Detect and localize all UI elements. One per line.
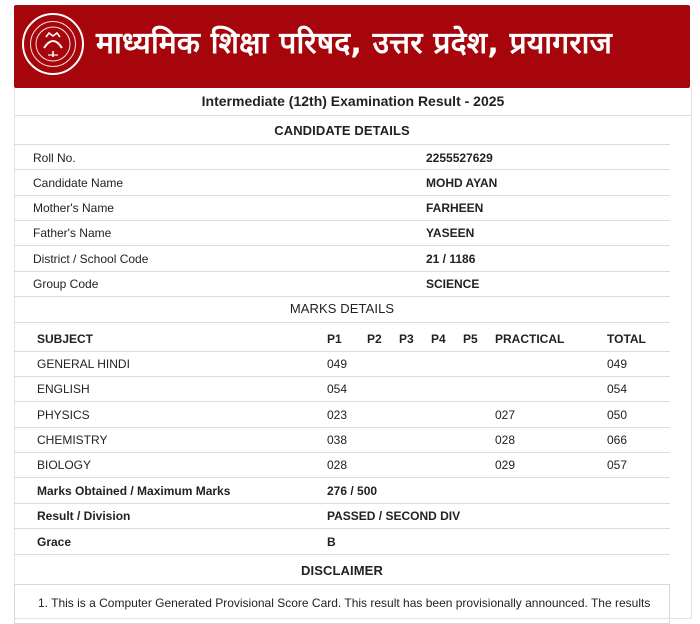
candidate-field-value: YASEEN bbox=[426, 226, 475, 240]
candidate-field-value: 2255527629 bbox=[426, 151, 493, 165]
exam-title: Intermediate (12th) Examination Result - 2025 bbox=[201, 93, 505, 109]
summary-value: B bbox=[327, 535, 336, 549]
mark-value: 027 bbox=[495, 408, 516, 422]
row-divider bbox=[14, 351, 670, 352]
marks-column-header: TOTAL bbox=[607, 332, 646, 346]
board-logo-icon bbox=[22, 13, 84, 75]
row-divider bbox=[14, 477, 670, 478]
candidate-field-label: Candidate Name bbox=[33, 176, 124, 190]
row-divider bbox=[14, 220, 670, 221]
mark-value: 038 bbox=[327, 433, 348, 447]
row-divider bbox=[14, 554, 670, 555]
row-divider bbox=[14, 296, 670, 297]
marks-column-header: P5 bbox=[463, 332, 478, 346]
row-divider bbox=[14, 376, 670, 377]
disclaimer-title: DISCLAIMER bbox=[301, 563, 383, 578]
summary-label: Result / Division bbox=[37, 509, 131, 523]
summary-value: PASSED / SECOND DIV bbox=[327, 509, 461, 523]
mark-value: 029 bbox=[495, 458, 516, 472]
row-divider bbox=[14, 503, 670, 504]
marks-column-header: P2 bbox=[367, 332, 382, 346]
divider bbox=[15, 115, 691, 116]
summary-label: Grace bbox=[37, 535, 72, 549]
row-divider bbox=[14, 271, 670, 272]
summary-label: Marks Obtained / Maximum Marks bbox=[37, 484, 231, 498]
row-divider bbox=[14, 245, 670, 246]
row-divider bbox=[14, 169, 670, 170]
row-divider bbox=[14, 144, 670, 145]
mark-value: 049 bbox=[607, 357, 628, 371]
row-divider bbox=[14, 427, 670, 428]
candidate-section-title: CANDIDATE DETAILS bbox=[274, 123, 410, 138]
mark-value: 049 bbox=[327, 357, 348, 371]
mark-value: 050 bbox=[607, 408, 628, 422]
board-title: माध्यमिक शिक्षा परिषद, उत्तर प्रदेश, प्रयागराज bbox=[96, 26, 613, 61]
candidate-field-value: 21 / 1186 bbox=[426, 252, 476, 266]
marks-column-header: SUBJECT bbox=[37, 332, 94, 346]
mark-value: 023 bbox=[327, 408, 348, 422]
mark-value: 054 bbox=[327, 382, 348, 396]
candidate-field-label: District / School Code bbox=[33, 252, 149, 266]
candidate-field-label: Mother's Name bbox=[33, 201, 114, 215]
candidate-field-value: FARHEEN bbox=[426, 201, 484, 215]
disclaimer-text: 1. This is a Computer Generated Provisional Score Card. This result has been provisionally announced. The results bbox=[38, 596, 651, 610]
mark-value: 028 bbox=[327, 458, 348, 472]
row-divider bbox=[14, 322, 670, 323]
summary-value: 276 / 500 bbox=[327, 484, 378, 498]
marks-column-header: P4 bbox=[431, 332, 446, 346]
candidate-field-label: Roll No. bbox=[33, 151, 76, 165]
row-divider bbox=[14, 528, 670, 529]
mark-value: 066 bbox=[607, 433, 628, 447]
subject-name: ENGLISH bbox=[37, 382, 90, 396]
mark-value: 057 bbox=[607, 458, 628, 472]
candidate-field-value: SCIENCE bbox=[426, 277, 480, 291]
subject-name: GENERAL HINDI bbox=[37, 357, 130, 371]
marks-section-title: MARKS DETAILS bbox=[289, 301, 395, 316]
mark-value: 054 bbox=[607, 382, 628, 396]
row-divider bbox=[14, 452, 670, 453]
subject-name: CHEMISTRY bbox=[37, 433, 108, 447]
mark-value: 028 bbox=[495, 433, 516, 447]
candidate-field-label: Father's Name bbox=[33, 226, 112, 240]
candidate-field-label: Group Code bbox=[33, 277, 99, 291]
marks-column-header: P1 bbox=[327, 332, 342, 346]
subject-name: BIOLOGY bbox=[37, 458, 92, 472]
subject-name: PHYSICS bbox=[37, 408, 90, 422]
candidate-field-value: MOHD AYAN bbox=[426, 176, 498, 190]
row-divider bbox=[14, 401, 670, 402]
row-divider bbox=[14, 195, 670, 196]
marks-column-header: P3 bbox=[399, 332, 414, 346]
marks-column-header: PRACTICAL bbox=[495, 332, 565, 346]
board-header bbox=[14, 5, 690, 88]
result-card bbox=[14, 88, 692, 619]
